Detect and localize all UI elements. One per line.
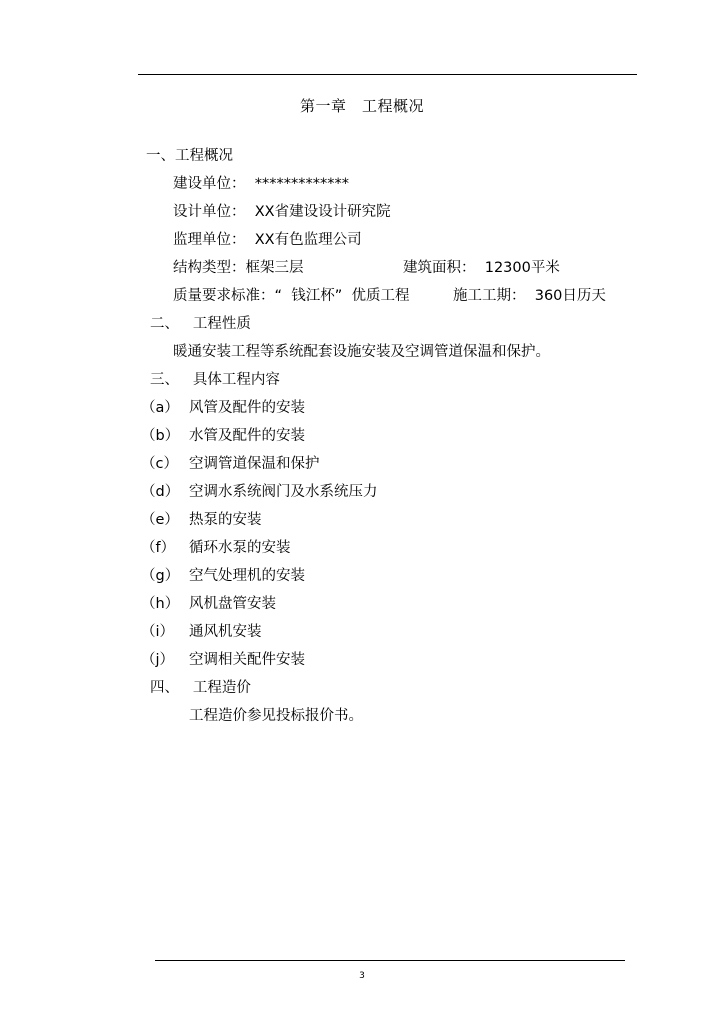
item-text: 空气处理机的安装 [189, 568, 305, 584]
item-text: 空调管道保温和保护 [189, 456, 320, 472]
item-marker: （i） [141, 624, 175, 640]
section-2-heading: 二、 工程性质 [150, 316, 251, 332]
section-2-body: 暖通安装工程等系统配套设施安装及空调管道保温和保护。 [173, 344, 550, 360]
item-text: 水管及配件的安装 [189, 428, 305, 444]
item-text: 风管及配件的安装 [189, 400, 305, 416]
item-text: 通风机安装 [189, 624, 262, 640]
quality-standard-line: 质量要求标准：“ 钱江杯” 优质工程 [173, 288, 410, 304]
item-marker: （b） [141, 428, 180, 444]
item-text: 循环水泵的安装 [189, 540, 291, 556]
building-area-line: 建筑面积： 12300平米 [403, 260, 560, 276]
header-rule [138, 74, 637, 75]
section-4-body: 工程造价参见投标报价书。 [189, 708, 363, 724]
chapter-title: 第一章 工程概况 [299, 97, 424, 115]
section-3-heading: 三、 具体工程内容 [150, 372, 280, 388]
page-number: 3 [359, 971, 365, 981]
item-marker: （f） [141, 540, 176, 556]
item-text: 空调水系统阀门及水系统压力 [189, 484, 378, 500]
footer-rule [155, 960, 625, 961]
item-text: 热泵的安装 [189, 512, 262, 528]
item-marker: （g） [141, 568, 180, 584]
duration-line: 施工工期： 360日历天 [453, 288, 606, 304]
item-marker: （j） [141, 652, 175, 668]
item-text: 风机盘管安装 [189, 596, 276, 612]
designer-line: 设计单位： XX省建设设计研究院 [173, 204, 391, 220]
structure-type-line: 结构类型：框架三层 [173, 260, 304, 276]
item-text: 空调相关配件安装 [189, 652, 305, 668]
item-marker: （e） [141, 512, 179, 528]
client-line: 建设单位： ************* [173, 176, 349, 192]
item-marker: （a） [141, 400, 179, 416]
item-marker: （d） [141, 484, 180, 500]
section-1-heading: 一、工程概况 [146, 148, 233, 164]
item-marker: （h） [141, 596, 180, 612]
supervisor-line: 监理单位： XX有色监理公司 [173, 232, 362, 248]
item-marker: （c） [141, 456, 178, 472]
section-4-heading: 四、 工程造价 [150, 680, 251, 696]
